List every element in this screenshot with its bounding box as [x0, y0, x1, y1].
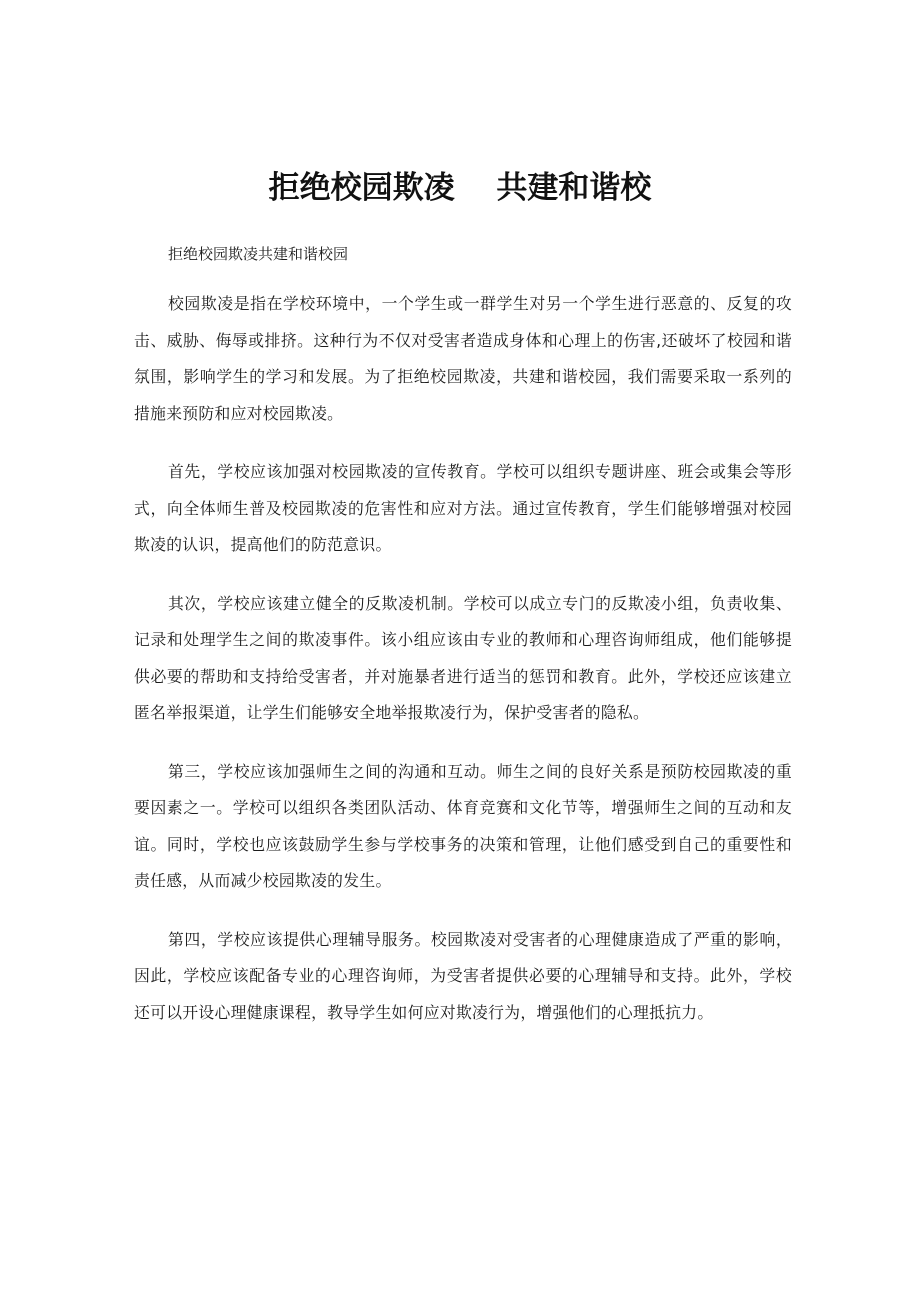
paragraph-first: 首先，学校应该加强对校园欺凌的宣传教育。学校可以组织专题讲座、班会或集会等形式，向全体师生普及校园欺凌的危害性和应对方法。通过宣传教育，学生们能够增强对校园欺凌的认识，提高他们的防范意识。: [134, 462, 792, 554]
article-body: [134, 286, 792, 1053]
paragraph-third: 第三，学校应该加强师生之间的沟通和互动。师生之间的良好关系是预防校园欺凌的重要因素之一。学校可以组织各类团队活动、体育竞赛和文化节等，增强师生之间的互动和友谊。同时，学校也应该鼓励学生参与学校事务的决策和管理，让他们感受到自己的重要性和责任感，从而减少校园欺凌的发生。: [134, 761, 792, 890]
page-title: 拒绝校园欺凌 共建和谐校: [268, 170, 652, 206]
paragraph-intro: 校园欺凌是指在学校环境中，一个学生或一群学生对另一个学生进行恶意的、反复的攻击、威胁、侮辱或排挤。这种行为不仅对受害者造成身体和心理上的伤害,还破坏了校园和谐氛围，影响学生的学习和发展。为了拒绝校园欺凌，共建和谐校园，我们需要采取一系列的措施来预防和应对校园欺凌。: [134, 294, 792, 423]
paragraph-second: 其次，学校应该建立健全的反欺凌机制。学校可以成立专门的反欺凌小组，负责收集、记录和处理学生之间的欺凌事件。该小组应该由专业的教师和心理咨询师组成，他们能够提供必要的帮助和支持给受害者，并对施暴者进行适当的惩罚和教育。此外，学校还应该建立匿名举报渠道，让学生们能够安全地举报欺凌行为，保护受害者的隐私。: [134, 593, 792, 722]
paragraph-fourth: 第四，学校应该提供心理辅导服务。校园欺凌对受害者的心理健康造成了严重的影响，因此，学校应该配备专业的心理咨询师，为受害者提供必要的心理辅导和支持。此外，学校还可以开设心理健康课程，教导学生如何应对欺凌行为，增强他们的心理抵抗力。: [134, 929, 792, 1022]
subtitle: 拒绝校园欺凌共建和谐校园: [168, 245, 349, 263]
